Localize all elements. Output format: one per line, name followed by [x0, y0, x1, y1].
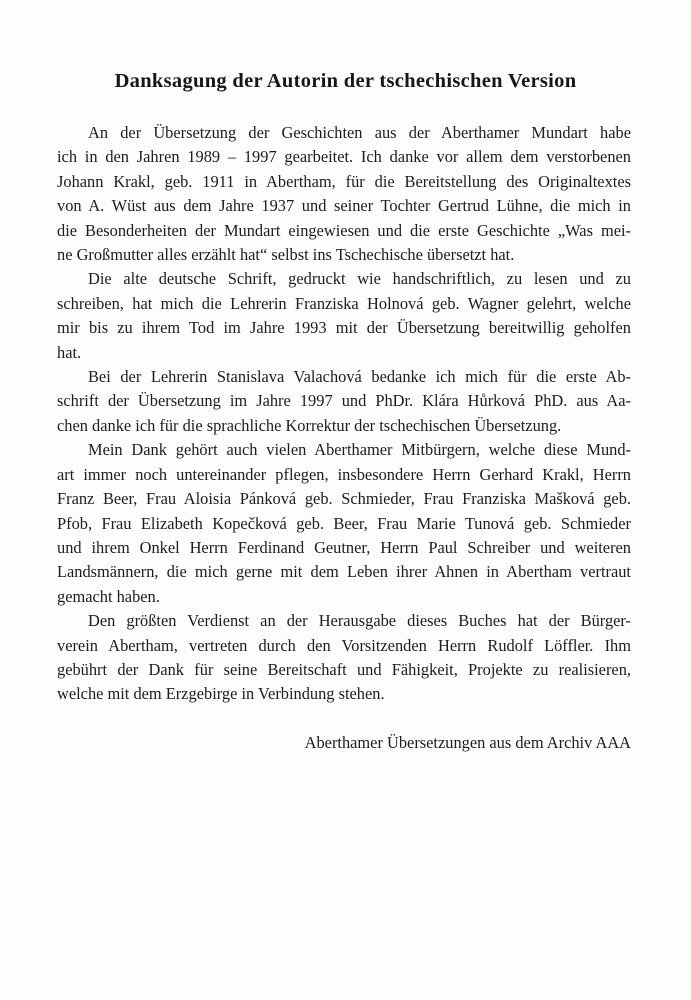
closing-line: Aberthamer Übersetzungen aus dem Archiv AAA [304, 732, 631, 752]
text-line: An der Übersetzung der Geschichten aus der Aberthamer Mundart habe [88, 123, 631, 142]
paragraph [57, 438, 631, 609]
text-line: und ihrem Onkel Herrn Ferdinand Geutner, Herrn Paul Schreiber und weiteren [57, 537, 631, 557]
text-line: Franz Beer, Frau Aloisia Pánková geb. Schmieder, Frau Franziska Mašková geb. [57, 489, 631, 509]
text-line: Landsmännern, die mich gerne mit dem Leben ihrer Ahnen in Abertham vertraut [57, 562, 631, 582]
paragraph [57, 267, 631, 365]
text-line: welche mit dem Erzgebirge in Verbindung stehen. [57, 684, 385, 704]
paragraph [57, 121, 631, 267]
text-line: Die alte deutsche Schrift, gedruckt wie handschriftlich, zu lesen und zu [88, 269, 631, 289]
text-line: mir bis zu ihrem Tod im Jahre 1993 mit der Übersetzung bereitwillig geholfen [57, 318, 631, 338]
text-line: ne Großmutter alles erzählt hat“ selbst ins Tschechische übersetzt hat. [57, 245, 515, 265]
text-line: schreiben, hat mich die Lehrerin Franziska Holnová geb. Wagner gelehrt, welche [57, 293, 631, 313]
text-line: von A. Wüst aus dem Jahre 1937 und seiner Tochter Gertrud Lühne, die mich in [57, 196, 631, 216]
body-text [57, 121, 631, 755]
text-line: die Besonderheiten der Mundart eingewiesen und die erste Geschichte „Was mei- [57, 220, 631, 240]
text-line: ich in den Jahren 1989 – 1997 gearbeitet. Ich danke vor allem dem verstorbenen [57, 147, 631, 167]
text-line: gemacht haben. [57, 586, 160, 606]
paragraph [57, 365, 631, 438]
text-line: verein Abertham, vertreten durch den Vorsitzenden Herrn Rudolf Löffler. Ihm [57, 635, 631, 655]
text-line: art immer noch untereinander pflegen, insbesondere Herrn Gerhard Krakl, Herrn [57, 464, 631, 484]
text-line: hat. [57, 342, 82, 362]
paragraph [57, 609, 631, 707]
text-line: schrift der Übersetzung im Jahre 1997 und PhDr. Klára Hůrková PhD. aus Aa- [57, 391, 631, 411]
page-title: Danksagung der Autorin der tschechischen Version [114, 70, 577, 92]
text-line: Johann Krakl, geb. 1911 in Abertham, für die Bereitstellung des Originaltextes [57, 171, 631, 191]
text-line: Pfob, Frau Elizabeth Kopečková geb. Beer, Frau Marie Tunová geb. Schmieder [57, 513, 631, 533]
text-line: Den größten Verdienst an der Herausgabe dieses Buches hat der Bürger- [88, 611, 631, 631]
text-line: Mein Dank gehört auch vielen Aberthamer Mitbürgern, welche diese Mund- [88, 440, 631, 460]
text-line: gebührt der Dank für seine Bereitschaft und Fähigkeit, Projekte zu realisieren, [57, 659, 631, 679]
text-line: chen danke ich für die sprachliche Korrektur der tschechischen Übersetzung. [57, 415, 562, 435]
text-line: Bei der Lehrerin Stanislava Valachová bedanke ich mich für die erste Ab- [88, 367, 631, 387]
